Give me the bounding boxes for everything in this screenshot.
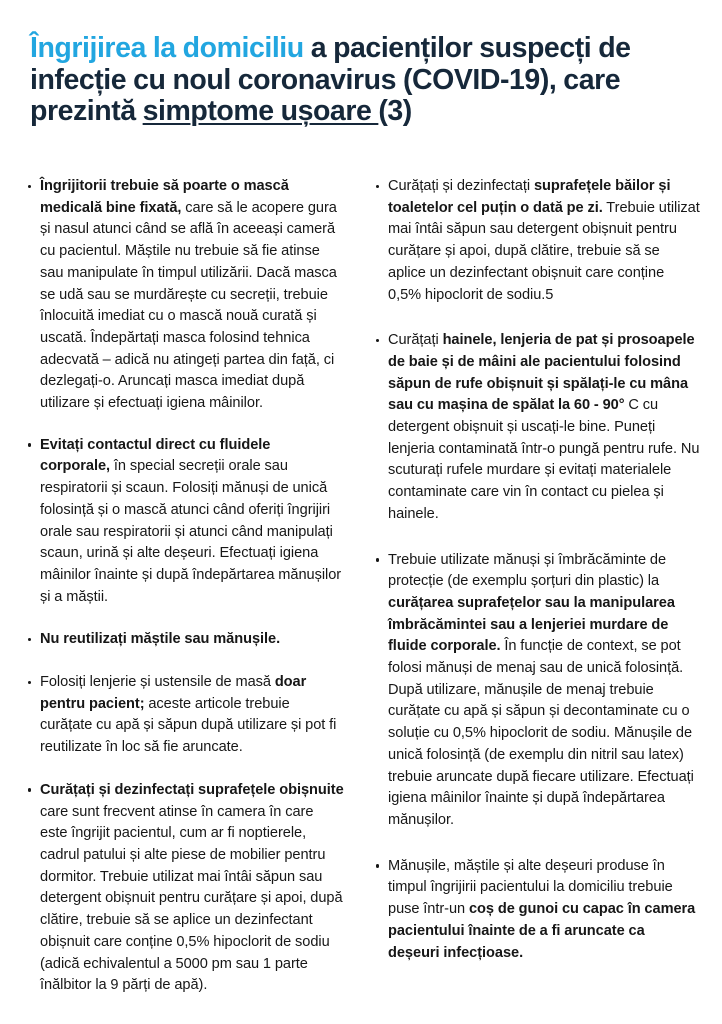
list-item-text bbox=[388, 550, 700, 832]
list-item bbox=[28, 176, 344, 415]
bullet-dot-icon bbox=[376, 864, 379, 867]
emphasis-text: Îngrijitorii trebuie să poarte o mască medicală bine fixată, bbox=[40, 178, 289, 216]
body-text: în special secreții orale sau respiratorii și scaun. Folosiți mănuși de unică folosință și o mască atunci când oferiți îngrijiri orale sau respiratorii și atunci când manipulați scaun, urină și alte deșeuri. Efectuați igiena mâinilor înainte și după îndepărtarea mănușilor și a măștii. bbox=[40, 458, 342, 605]
body-text: C cu detergent obișnuit și uscați-le bine. Puneți lenjeria contaminată într-o pungă pentru rufe. Nu scuturați rufele murdare și evitați materialele contaminate care vin în contact cu pielea și hainele. bbox=[388, 397, 700, 522]
right-column bbox=[361, 176, 722, 964]
bullet-dot-icon bbox=[28, 638, 31, 641]
emphasis-text: suprafețele băilor și toaletelor cel puțin o dată pe zi. bbox=[388, 178, 671, 216]
body-text: În funcție de context, se pot folosi mănuși de menaj sau de unică folosință. După utilizare, mănușile de menaj trebuie curățate cu apă și săpun și decontaminate cu o soluție cu 0,5% hipoclorit de sodiu. Mănușile de unică folosință (de exemplu din nitril sau latex) trebuie aruncate după fiecare utilizare. Efectuați igiena mâinilor înainte și după îndepărtarea mănușilor. bbox=[388, 638, 694, 828]
emphasis-text: Evitați contactul direct cu fluidele corporale, bbox=[40, 436, 271, 475]
left-bullet-list bbox=[28, 176, 344, 997]
page-title-main: a pacienților suspecți de infecție cu noul coronavirus (COVID-19), care prezintă bbox=[30, 32, 631, 127]
bullet-dot-icon bbox=[28, 788, 31, 791]
emphasis-text: curățarea suprafețelor sau la manipularea îmbrăcămintei sau a lenjeriei murdare de fluide corporale. bbox=[388, 594, 675, 655]
emphasis-text: coș de gunoi cu capac în camera pacientului înainte de a fi aruncate ca deșeuri infecțioase. bbox=[388, 901, 696, 961]
right-bullet-list bbox=[376, 176, 700, 964]
bullet-dot-icon bbox=[28, 681, 31, 684]
title-block bbox=[30, 33, 695, 128]
emphasis-text: Nu reutilizați măștile sau mănușile. bbox=[40, 631, 281, 648]
list-item-text bbox=[388, 856, 700, 965]
list-item-text bbox=[388, 176, 700, 306]
list-item bbox=[28, 435, 344, 609]
list-item bbox=[28, 780, 344, 997]
page-title bbox=[30, 33, 695, 128]
body-text: Folosiți lenjerie și ustensile de masă bbox=[40, 674, 275, 691]
body-text: care sunt frecvent atinse în camera în care este îngrijit pacientul, cum ar fi noptierele, cadrul patului și alte piese de mobilier pentru dormitor. Trebuie utilizat mai întâi săpun sau detergent obișnuit pentru curățare și apoi, după clătire, trebuie să se aplice un dezinfectant obișnuit care conține 0,5% hipoclorit de sodiu (adică echivalentul a 5000 pm sau 1 parte înălbitor la 9 părți de apă). bbox=[40, 803, 343, 994]
list-item-text bbox=[40, 672, 344, 759]
bullet-dot-icon bbox=[376, 185, 379, 188]
list-item-text bbox=[40, 435, 344, 609]
body-text: Trebuie utilizate mănuși și îmbrăcăminte de protecție (de exemplu șorțuri din plastic) la bbox=[388, 551, 667, 590]
list-item-text bbox=[40, 629, 344, 651]
body-text: Curățați și dezinfectați bbox=[388, 178, 534, 194]
list-item-text bbox=[40, 176, 344, 415]
emphasis-text: hainele, lenjeria de pat și prosoapele de baie și de mâini ale pacientului folosind săpun de rufe obișnuit și spălați-le cu mâna sau cu mașina de spălat la 60 - 90° bbox=[388, 332, 695, 414]
list-item-text bbox=[388, 330, 700, 525]
body-text: aceste articole trebuie curățate cu apă și săpun după utilizare și pot fi reutilizate în loc să fie aruncate. bbox=[40, 695, 337, 756]
two-column-body bbox=[0, 176, 722, 997]
bullet-dot-icon bbox=[376, 339, 379, 342]
list-item bbox=[28, 672, 344, 759]
list-item bbox=[28, 629, 344, 651]
left-column bbox=[0, 176, 361, 997]
bullet-dot-icon bbox=[28, 185, 31, 188]
page-title-accent: Îngrijirea la domiciliu bbox=[30, 32, 304, 64]
list-item bbox=[376, 550, 700, 832]
list-item bbox=[376, 330, 700, 525]
body-text: care să le acopere gura și nasul atunci când se află în aceeași cameră cu pacientul. Măștile nu trebuie să fie atinse sau manipulate în timpul utilizării. Dacă masca se udă sau se murdărește cu secreții, trebuie înlocuită imediat cu o mască nouă curată și uscată. Îndepărtați masca folosind tehnica adecvată – adică nu atingeți partea din față, ci dezlegați-o. Aruncați masca imediat după utilizare și efectuați igiena mâinilor. bbox=[40, 199, 337, 412]
page-title-underlined: simptome ușoare bbox=[142, 95, 379, 127]
list-item-text bbox=[40, 780, 344, 997]
body-text: Curățați bbox=[388, 332, 443, 349]
list-item bbox=[376, 856, 700, 965]
body-text: Mănușile, măștile și alte deșeuri produse în timpul îngrijirii pacientului la domiciliu trebuie puse într-un bbox=[388, 857, 673, 918]
page-title-trailing: (3) bbox=[378, 95, 412, 127]
list-item bbox=[376, 176, 700, 306]
emphasis-text: doar pentru pacient; bbox=[40, 674, 307, 712]
body-text: Trebuie utilizat mai întâi săpun sau detergent obișnuit pentru curățare și apoi, după clătire, trebuie să se aplice un dezinfectant obișnuit care conține 0,5% hipoclorit de sodiu.5 bbox=[388, 199, 700, 303]
bullet-dot-icon bbox=[376, 558, 379, 561]
bullet-dot-icon bbox=[28, 443, 31, 446]
emphasis-text: Curățați și dezinfectați suprafețele obișnuite bbox=[40, 781, 344, 798]
